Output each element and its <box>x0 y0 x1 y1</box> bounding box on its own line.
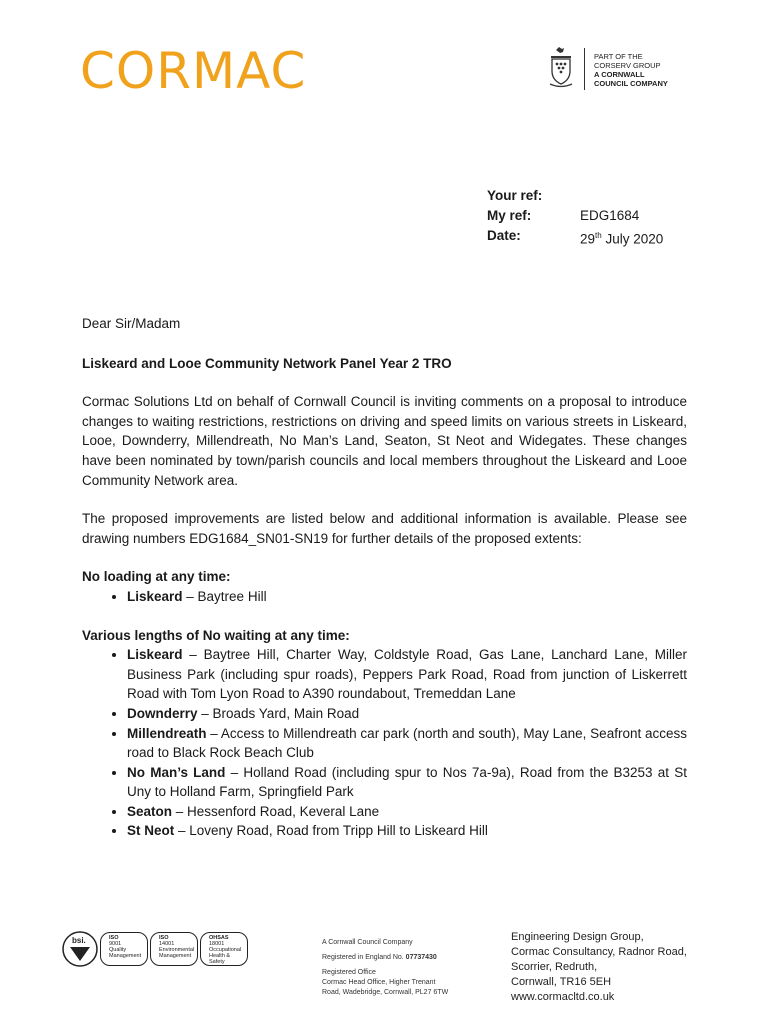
place-name: St Neot <box>127 823 175 839</box>
cert-line: Health & Safety <box>209 953 231 965</box>
corserv-group-text <box>594 52 668 88</box>
office-label: Registered Office <box>322 969 376 976</box>
bsi-label: bsi. <box>72 936 86 945</box>
my-ref-label: My ref: <box>487 208 532 223</box>
my-ref-value: EDG1684 <box>580 208 640 223</box>
company-line: A Cornwall Council Company <box>322 939 413 946</box>
address-line: Cornwall, TR16 5EH <box>511 976 612 988</box>
cert-number: 14001 <box>159 941 175 947</box>
cert-line: Management <box>159 953 192 959</box>
reference-block <box>487 186 663 250</box>
company-registration <box>322 938 448 998</box>
place-detail: – Broads Yard, Main Road <box>197 705 360 721</box>
cornwall-crest-icon <box>547 46 575 88</box>
no-loading-list <box>82 587 687 607</box>
office-line: Cormac Head Office, Higher Trenant <box>322 979 436 986</box>
registered-number: 07737430 <box>405 954 437 961</box>
address-line: Engineering Design Group, <box>511 931 644 943</box>
list-item <box>127 763 687 802</box>
list-item <box>127 802 687 822</box>
header-divider <box>584 48 585 90</box>
group-line: COUNCIL COMPANY <box>594 79 668 88</box>
date-row <box>487 226 663 250</box>
iso-9001-badge <box>100 932 148 966</box>
place-name: Downderry <box>127 705 198 721</box>
intro-paragraph: Cormac Solutions Ltd on behalf of Cornwall Council is inviting comments on a proposal to introduce changes to waiting restrictions, restrictions on driving and speed limits on various streets in Liskeard, Looe, Downderry, Millendreath, No Man’s Land, Seaton, St Neot and Widegates. These changes have been nominated by town/parish councils and local members throughout the Liskeard and Looe Community Network area. <box>82 394 687 488</box>
no-loading-heading: No loading at any time: <box>82 569 231 585</box>
bsi-kitemark-icon <box>62 930 98 968</box>
cert-title: ISO <box>109 935 119 941</box>
cert-title: OHSAS <box>209 935 229 941</box>
registered-prefix: Registered in England No. <box>322 954 406 961</box>
office-address <box>511 930 687 1005</box>
place-detail: – Holland Road (including spur to Nos 7a-9a), Road from the B3253 at St Uny to Holland Farm, Springfield Park <box>127 764 687 800</box>
letter-body <box>82 314 687 860</box>
your-ref-label: Your ref: <box>487 188 543 203</box>
date-suffix: th <box>595 231 602 240</box>
place-detail: – Baytree Hill <box>182 588 267 604</box>
office-line: Road, Wadebridge, Cornwall, PL27 6TW <box>322 989 449 996</box>
subject-line: Liskeard and Looe Community Network Panel Year 2 TRO <box>82 355 452 371</box>
no-waiting-list <box>82 645 687 841</box>
place-detail: – Hessenford Road, Keveral Lane <box>172 803 380 819</box>
group-line: PART OF THE <box>594 52 643 61</box>
date-label: Date: <box>487 228 521 243</box>
group-line: A CORNWALL <box>594 70 645 79</box>
place-detail: – Loveny Road, Road from Tripp Hill to Liskeard Hill <box>174 823 488 839</box>
list-item <box>127 724 687 763</box>
iso-14001-badge <box>150 932 198 966</box>
place-name: No Man’s Land <box>127 764 226 780</box>
registered-line <box>322 953 448 963</box>
place-detail: – Access to Millendreath car park (north and south), May Lane, Seafront access road to Black Rock Beach Club <box>127 725 687 761</box>
list-item <box>127 821 687 841</box>
your-ref-row <box>487 186 663 206</box>
salutation: Dear Sir/Madam <box>82 316 181 331</box>
address-line: Scorrier, Redruth, <box>511 961 598 973</box>
website-link[interactable]: www.cormacltd.co.uk <box>511 991 615 1003</box>
cert-number: 9001 <box>109 941 122 947</box>
cert-title: ISO <box>159 935 169 941</box>
place-name: Seaton <box>127 803 173 819</box>
place-detail: – Baytree Hill, Charter Way, Coldstyle Road, Gas Lane, Lanchard Lane, Miller Business Park (including spur roads), Peppers Park Road, Road from junction of Liskerrett Road with Tom Lyon Road to A390 roundabout, Tremeddan Lane <box>127 647 687 702</box>
date-day: 29 <box>580 231 596 247</box>
list-item <box>127 645 687 704</box>
list-item <box>127 704 687 724</box>
date-month-year: July 2020 <box>601 231 664 247</box>
cert-line: Management <box>109 953 142 959</box>
my-ref-row <box>487 206 663 226</box>
place-name: Liskeard <box>127 647 183 663</box>
place-name: Millendreath <box>127 725 207 741</box>
date-value <box>580 226 663 250</box>
cert-line: Occupational <box>209 947 242 953</box>
list-item <box>127 587 687 607</box>
place-name: Liskeard <box>127 588 183 604</box>
cert-line: Environmental <box>159 947 195 953</box>
ohsas-18001-badge <box>200 932 248 966</box>
group-line: CORSERV GROUP <box>594 61 661 70</box>
address-line: Cormac Consultancy, Radnor Road, <box>511 946 687 958</box>
cert-number: 18001 <box>209 941 225 947</box>
no-waiting-heading: Various lengths of No waiting at any time: <box>82 627 350 643</box>
improvements-paragraph: The proposed improvements are listed below and additional information is available. Please see drawing numbers EDG1684_SN01-SN19 for further details of the proposed extents: <box>82 511 687 546</box>
cormac-logo: CORMAC <box>80 42 307 100</box>
cert-line: Quality <box>109 947 127 953</box>
